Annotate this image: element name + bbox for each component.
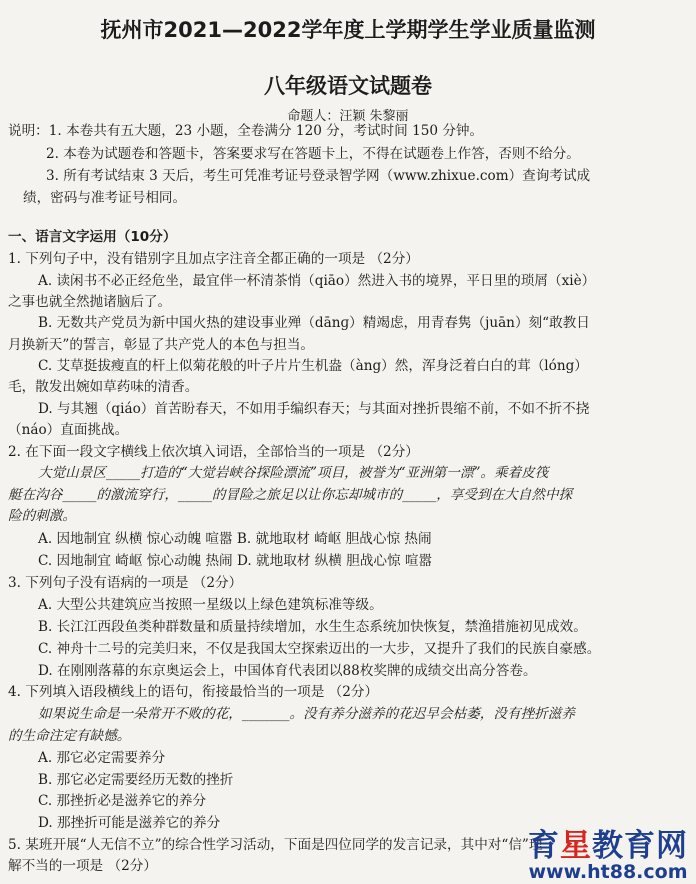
question-2-passage: 险的刺激。 xyxy=(8,508,76,524)
question-2-stem: 2. 在下面一段文字横线上依次填入词语，全部恰当的一项是 （2分） xyxy=(8,444,419,460)
instruction-line: 3. 所有考试结束 3 天后，考生可凭准考证号登录智学网（www.zhixue.com）查询考试成 xyxy=(46,168,591,184)
question-4-option-c: C. 那挫折必是滋养它的养分 xyxy=(38,793,207,809)
question-2-passage: 艇在沟谷_____的激流穿行，_____的冒险之旅足以让你忘却城市的_____，享受到在大自然中探 xyxy=(8,487,573,503)
instruction-line: 说明：1. 本卷共有五大题，23 小题，全卷满分 120 分，考试时间 150 分钟。 xyxy=(8,123,484,139)
question-1-option-a: A. 读闲书不必正经危坐，最宜伴一杯清茶悄（qiāo）然进入书的境界，平日里的琐屑（xiè） xyxy=(38,273,596,289)
question-2-passage: 大觉山景区_____打造的“大觉岩峡谷探险漂流”项目，被誉为“亚洲第一漂”。乘着皮筏 xyxy=(38,465,549,481)
question-2-options-ab: A. 因地制宜 纵横 惊心动魄 喧嚣 B. 就地取材 崎岖 胆战心惊 热闹 xyxy=(38,531,432,547)
question-5-stem-cont: 解不当的一项是 （2分） xyxy=(8,858,157,874)
instruction-line: 2. 本卷为试题卷和答题卡，答案要求写在答题卡上，不得在试题卷上作答，否则不给分。 xyxy=(46,146,580,162)
question-4-option-b: B. 那它必定需要经历无数的挫折 xyxy=(38,772,234,788)
question-1-option-a-cont: 之事也就全然抛诸脑后了。 xyxy=(8,294,172,310)
exam-authors: 命题人：汪颖 朱黎丽 xyxy=(287,109,409,124)
instruction-line: 绩，密码与准考证号相同。 xyxy=(23,190,187,206)
question-3-option-c: C. 神舟十二号的完美归来，不仅是我国太空探索迈出的一大步，又提升了我们的民族自豪感。 xyxy=(38,641,601,657)
question-4-option-a: A. 那它必定需要养分 xyxy=(38,750,166,766)
section-heading: 一、语言文字运用（10分） xyxy=(8,229,177,245)
question-4-passage: 如果说生命是一朵常开不败的花，_______。没有养分滋养的花迟早会枯萎，没有挫折滋养 xyxy=(38,706,575,722)
watermark-brand: 教育网 xyxy=(592,828,688,864)
watermark-brand-star: 星 xyxy=(560,828,592,864)
question-1-option-c-cont: 毛，散发出婉如草药味的清香。 xyxy=(8,379,199,395)
question-3-stem: 3. 下列句子没有语病的一项是 （2分） xyxy=(8,575,243,591)
question-4-passage: 的生命注定有缺憾。 xyxy=(8,728,131,744)
question-1-option-b-cont: 月换新天”的誓言，彰显了共产党人的本色与担当。 xyxy=(8,337,315,353)
question-1-option-b: B. 无数共产党员为新中国火热的建设事业殚（dānɡ）精竭虑，用青春隽（juān）刻“敢教日 xyxy=(38,315,590,331)
question-4-option-d: D. 那挫折可能是滋养它的养分 xyxy=(38,815,221,831)
question-3-option-a: A. 大型公共建筑应当按照一星级以上绿色建筑标准等级。 xyxy=(38,597,383,613)
question-1-option-d: D. 与其翘（qiáo）首苦盼春天，不如用手编织春天；与其面对挫折畏缩不前，不如不折不挠 xyxy=(38,401,590,417)
question-3-option-d: D. 在刚刚落幕的东京奥运会上，中国体育代表团以88枚奖牌的成绩交出高分答卷。 xyxy=(38,663,537,679)
question-1-option-c: C. 艾草挺拔瘦直的杆上似菊花般的叶子片片生机盎（àng）然，浑身泛着白白的茸（lóng） xyxy=(38,358,588,374)
exam-subtitle: 八年级语文试题卷 xyxy=(264,74,432,98)
exam-title: 抚州市2021—2022学年度上学期学生学业质量监测 xyxy=(100,18,596,42)
watermark-logo xyxy=(528,830,688,882)
watermark-brand: 育 xyxy=(528,828,560,864)
question-2-options-cd: C. 因地制宜 崎岖 惊心动魄 热闹 D. 就地取材 纵横 胆战心惊 喧嚣 xyxy=(38,553,433,569)
watermark-url: www.ht88.com xyxy=(528,861,688,883)
question-1-stem: 1. 下列句子中，没有错别字且加点字注音全都正确的一项是 （2分） xyxy=(8,251,419,267)
question-4-stem: 4. 下列填入语段横线上的语句，衔接最恰当的一项是 （2分） xyxy=(8,684,379,700)
question-1-option-d-cont: （náo）直面挑战。 xyxy=(8,422,129,438)
question-5-stem: 5. 某班开展“人无信不立”的综合性学习活动，下面是四位同学的发言记录，其中对“信”理 xyxy=(8,837,543,853)
question-3-option-b: B. 长江江西段鱼类种群数量和质量持续增加，水生生态系统加快恢复，禁渔措施初见成效。 xyxy=(38,619,587,635)
